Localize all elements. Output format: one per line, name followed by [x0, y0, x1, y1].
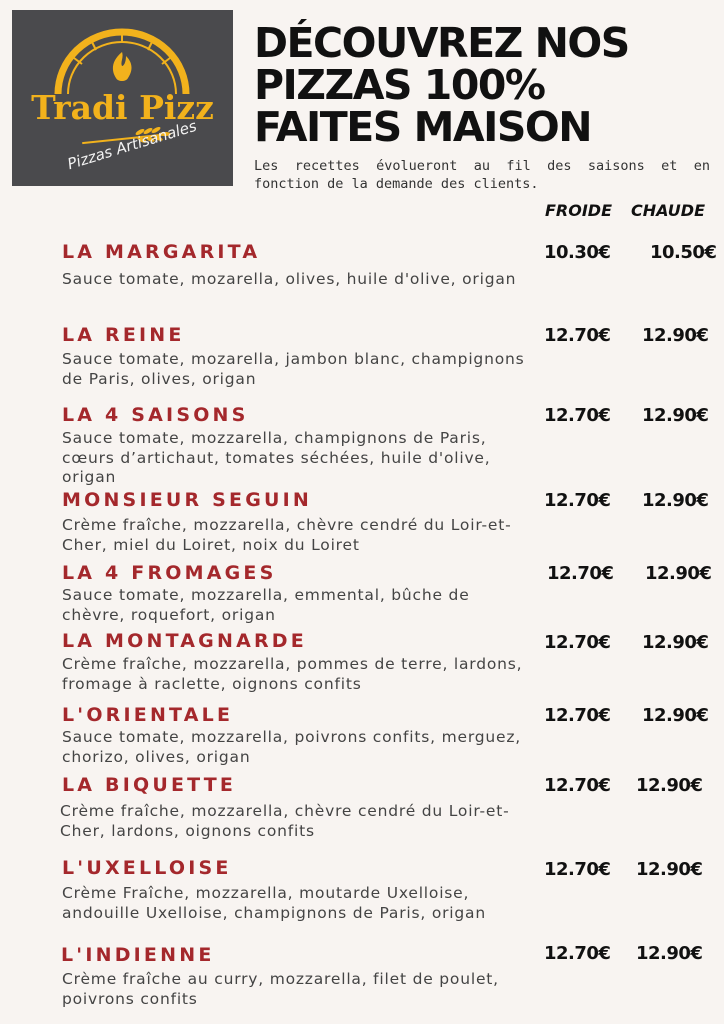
pizza-description: Sauce tomate, mozzarella, emmental, bûche de chèvre, roquefort, origan [62, 586, 470, 624]
pizza-name: LA MONTAGNARDE [62, 630, 307, 652]
pizza-name: LA MARGARITA [62, 241, 261, 263]
price-hot: 12.90€ [642, 325, 709, 346]
pizza-description: Sauce tomate, mozzarella, champignons de Paris, cœurs d’artichaut, tomates séchées, huile d'olive, origan [62, 429, 491, 486]
pizza-description: Sauce tomate, mozarella, olives, huile d'olive, origan [62, 270, 517, 288]
price-hot: 10.50€ [650, 242, 717, 263]
title-line-2: PIZZAS 100% [254, 61, 545, 109]
brand-name: Tradi Pizz [31, 88, 214, 127]
intro-text: Les recettes évolueront au fil des saisons et en fonction de la demande des clients. [254, 158, 710, 192]
pizza-description: Crème fraîche, mozzarella, chèvre cendré du Loir-et-Cher, miel du Loiret, noix du Loiret [62, 516, 512, 554]
price-hot: 12.90€ [642, 405, 709, 426]
price-hot: 12.90€ [642, 705, 709, 726]
price-hot: 12.90€ [636, 943, 703, 964]
title-line-3: FAITES MAISON [254, 103, 592, 151]
pizza-name: L'UXELLOISE [62, 857, 232, 879]
pizza-name: L'ORIENTALE [62, 704, 234, 726]
pizza-description: Crème fraîche, mozzarella, chèvre cendré du Loir-et-Cher, lardons, oignons confits [60, 802, 510, 840]
column-header-cold: FROIDE [545, 201, 613, 220]
price-cold: 12.70€ [544, 490, 611, 511]
price-hot: 12.90€ [636, 859, 703, 880]
pizza-name: LA 4 SAISONS [62, 404, 249, 426]
price-hot: 12.90€ [642, 490, 709, 511]
pizza-description: Crème fraîche au curry, mozzarella, filet de poulet, poivrons confits [62, 970, 499, 1008]
column-header-hot: CHAUDE [631, 201, 705, 220]
price-cold: 12.70€ [544, 943, 611, 964]
pizza-description: Sauce tomate, mozzarella, poivrons confits, merguez, chorizo, olives, origan [62, 728, 521, 766]
logo [12, 10, 233, 186]
price-cold: 10.30€ [544, 242, 611, 263]
pizza-name: MONSIEUR SEGUIN [62, 489, 313, 511]
pizza-description: Crème fraîche, mozzarella, pommes de terre, lardons, fromage à raclette, oignons confits [62, 655, 523, 693]
brand-tagline: Pizzas Artisanales [65, 116, 199, 174]
price-cold: 12.70€ [544, 405, 611, 426]
price-cold: 12.70€ [544, 775, 611, 796]
pizza-description: Sauce tomate, mozarella, jambon blanc, champignons de Paris, olives, origan [62, 350, 525, 388]
price-cold: 12.70€ [544, 632, 611, 653]
price-cold: 12.70€ [547, 563, 614, 584]
pizza-description: Crème Fraîche, mozzarella, moutarde Uxelloise, andouille Uxelloise, champignons de Paris, origan [62, 884, 486, 922]
price-hot: 12.90€ [645, 563, 712, 584]
page-title [254, 19, 724, 151]
title-line-1: DÉCOUVREZ NOS [254, 19, 629, 67]
price-cold: 12.70€ [544, 705, 611, 726]
pizza-name: LA BIQUETTE [62, 774, 237, 796]
pizza-name: L'INDIENNE [61, 944, 215, 966]
price-hot: 12.90€ [636, 775, 703, 796]
price-hot: 12.90€ [642, 632, 709, 653]
price-cold: 12.70€ [544, 859, 611, 880]
pizza-name: LA 4 FROMAGES [62, 562, 277, 584]
pizza-name: LA REINE [62, 324, 185, 346]
price-cold: 12.70€ [544, 325, 611, 346]
